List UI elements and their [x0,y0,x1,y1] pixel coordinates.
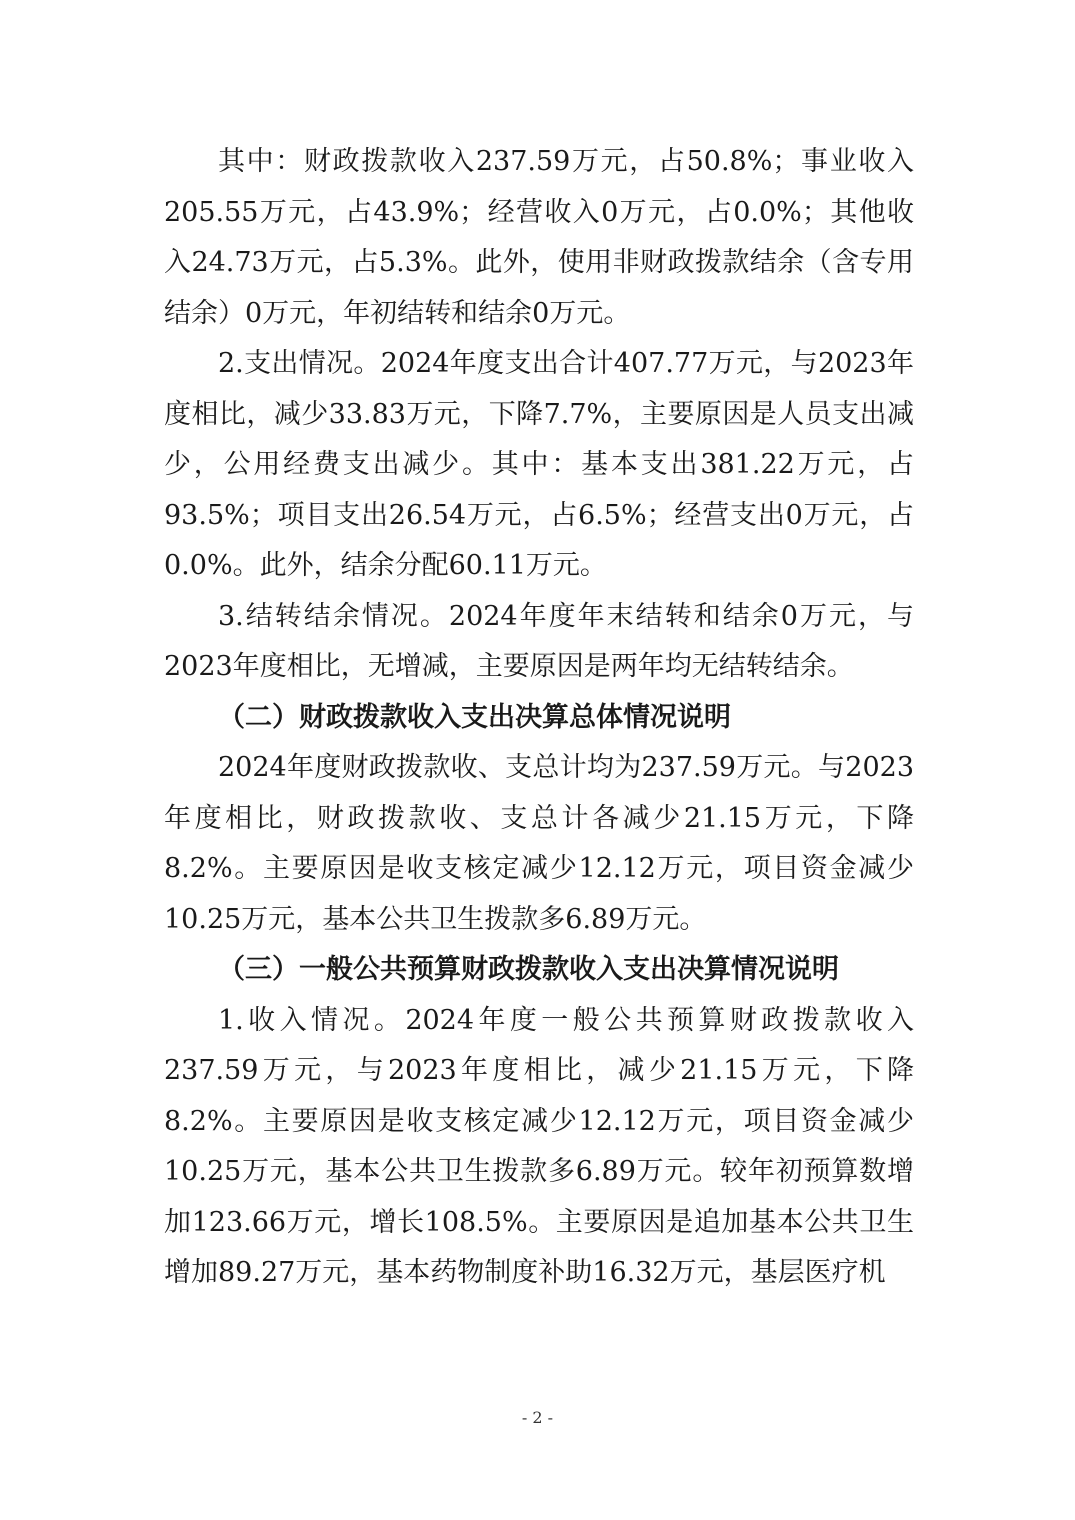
page-number: - 2 - [521,1408,554,1427]
document-body [164,137,914,1299]
section-heading-fiscal-overview: （二）财政拨款收入支出决算总体情况说明 [218,701,731,733]
section-heading-general-budget: （三）一般公共预算财政拨款收入支出决算情况说明 [218,954,839,985]
paragraph-fiscal-overview: 2024年度财政拨款收、支总计均为237.59万元。与2023年度相比，财政拨款收、支总计各减少21.15万元，下降8.2%。主要原因是收支核定减少12.12万元，项目资金减少10.25万元，基本公共卫生拨款多6.89万元。 [164,752,914,935]
paragraph-income-breakdown: 其中：财政拨款收入237.59万元，占50.8%；事业收入205.55万元，占43.9%；经营收入0万元，占0.0%；其他收入24.73万元，占5.3%。此外，使用非财政拨款结余（含专用结余）0万元，年初结转和结余0万元。 [164,146,914,329]
paragraph-carryover: 3.结转结余情况。2024年度年末结转和结余0万元，与2023年度相比，无增减，主要原因是两年均无结转结余。 [164,600,914,682]
paragraph-expenditure: 2.支出情况。2024年度支出合计407.77万元，与2023年度相比，减少33.83万元，下降7.7%，主要原因是人员支出减少，公用经费支出减少。其中：基本支出381.22万元，占93.5%；项目支出26.54万元，占6.5%；经营支出0万元，占0.0%。此外，结余分配60.11万元。 [164,348,914,581]
paragraph-general-budget-income: 1.收入情况。2024年度一般公共预算财政拨款收入237.59万元，与2023年度相比，减少21.15万元，下降8.2%。主要原因是收支核定减少12.12万元，项目资金减少10.25万元，基本公共卫生拨款多6.89万元。较年初预算数增加123.66万元，增长108.5%。主要原因是追加基本公共卫生增加89.27万元，基本药物制度补助16.32万元，基层医疗机 [164,1004,914,1288]
